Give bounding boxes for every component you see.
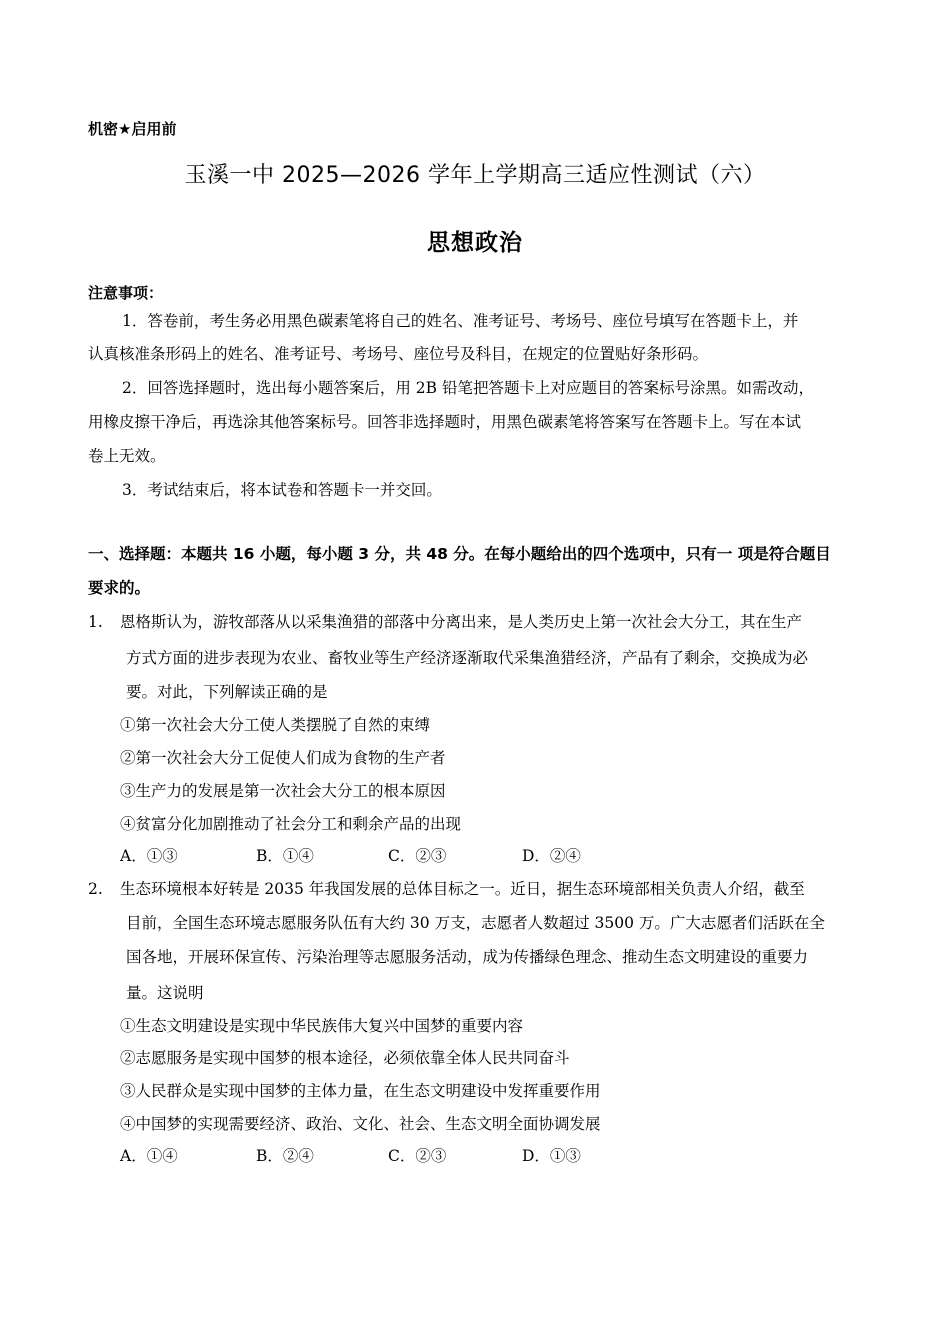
question-1-stem-line-3: 要。对此，下列解读正确的是 — [126, 683, 328, 701]
subject-title: 思想政治 — [427, 230, 523, 256]
question-2-stem-line-1: 生态环境根本好转是 2035 年我国发展的总体目标之一。近日，据生态环境部相关负责人介绍，截至 — [120, 880, 805, 898]
question-2-option-b: B．②④ — [256, 1147, 314, 1165]
question-1-statement-3: ③生产力的发展是第一次社会大分工的根本原因 — [120, 782, 446, 800]
notice-item-3-line-1: 3．考试结束后，将本试卷和答题卡一并交回。 — [122, 481, 442, 499]
notice-item-1-line-2: 认真核准条形码上的姓名、准考证号、考场号、座位号及科目，在规定的位置贴好条形码。 — [88, 345, 709, 363]
notice-item-1-line-1: 1．答卷前，考生务必用黑色碳素笔将自己的姓名、准考证号、考场号、座位号填写在答题卡上，并 — [122, 312, 799, 330]
confidential-label: 机密★启用前 — [88, 120, 177, 138]
question-2-stem-line-4: 量。这说明 — [126, 984, 204, 1002]
question-1-option-c: C．②③ — [388, 847, 447, 865]
notice-item-2-line-3: 卷上无效。 — [88, 447, 166, 465]
section-1-heading-line-2: 要求的。 — [88, 579, 151, 597]
exam-title: 玉溪一中 2025—2026 学年上学期高三适应性测试（六） — [184, 163, 766, 188]
question-2-stem-line-3: 国各地，开展环保宣传、污染治理等志愿服务活动，成为传播绿色理念、推动生态文明建设的重要力 — [126, 948, 809, 966]
question-2-option-c: C．②③ — [388, 1147, 447, 1165]
question-1-number: 1. — [88, 613, 103, 631]
question-2-option-d: D．①③ — [522, 1147, 581, 1165]
notice-item-2-line-2: 用橡皮擦干净后，再选涂其他答案标号。回答非选择题时，用黑色碳素笔将答案写在答题卡上。写在本试 — [88, 413, 802, 431]
question-1-stem-line-2: 方式方面的进步表现为农业、畜牧业等生产经济逐渐取代采集渔猎经济，产品有了剩余，交换成为必 — [126, 649, 809, 667]
question-2-stem-line-2: 目前，全国生态环境志愿服务队伍有大约 30 万支，志愿者人数超过 3500 万。广大志愿者们活跃在全 — [126, 914, 825, 932]
question-1-stem-line-1: 恩格斯认为，游牧部落从以采集渔猎的部落中分离出来，是人类历史上第一次社会大分工，其在生产 — [120, 613, 803, 631]
question-2-statement-3: ③人民群众是实现中国梦的主体力量，在生态文明建设中发挥重要作用 — [120, 1082, 601, 1100]
notice-heading: 注意事项： — [88, 284, 164, 302]
question-1-statement-4: ④贫富分化加剧推动了社会分工和剩余产品的出现 — [120, 815, 462, 833]
question-2-option-a: A．①④ — [120, 1147, 178, 1165]
question-1-option-b: B．①④ — [256, 847, 314, 865]
question-2-statement-4: ④中国梦的实现需要经济、政治、文化、社会、生态文明全面协调发展 — [120, 1115, 601, 1133]
question-1-statement-1: ①第一次社会大分工使人类摆脱了自然的束缚 — [120, 716, 431, 734]
notice-item-2-line-1: 2．回答选择题时，选出每小题答案后，用 2B 铅笔把答题卡上对应题目的答案标号涂黑。如需改动， — [122, 379, 814, 397]
question-1-statement-2: ②第一次社会大分工促使人们成为食物的生产者 — [120, 749, 446, 767]
question-1-option-a: A．①③ — [120, 847, 178, 865]
question-2-statement-2: ②志愿服务是实现中国梦的根本途径，必须依靠全体人民共同奋斗 — [120, 1049, 570, 1067]
question-1-option-d: D．②④ — [522, 847, 581, 865]
section-1-heading-line-1: 一、选择题：本题共 16 小题，每小题 3 分，共 48 分。在每小题给出的四个选项中，只有一 项是符合题目 — [88, 545, 831, 563]
question-2-number: 2. — [88, 880, 103, 898]
question-2-statement-1: ①生态文明建设是实现中华民族伟大复兴中国梦的重要内容 — [120, 1017, 524, 1035]
